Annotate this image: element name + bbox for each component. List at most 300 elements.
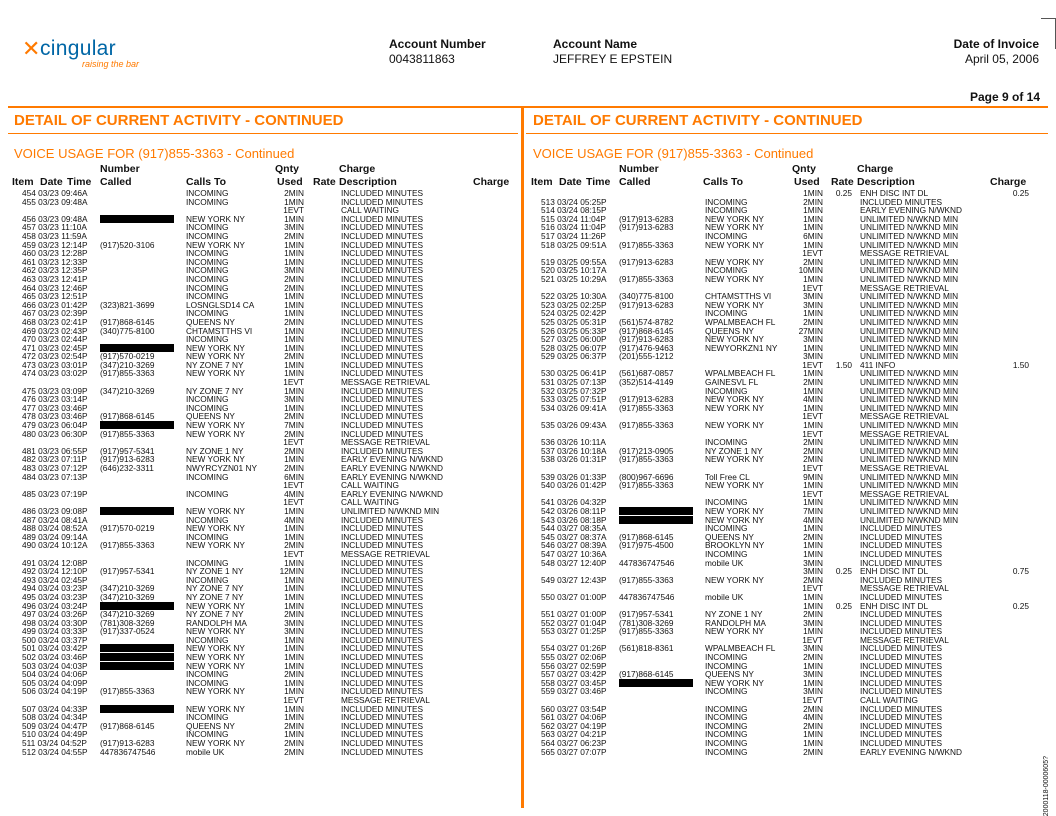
description: MESSAGE RETRIEVAL <box>860 411 949 422</box>
qty-used: 2MIN <box>803 437 823 448</box>
description: INCLUDED MINUTES <box>341 729 424 740</box>
qty-used: 3MIN <box>284 394 304 405</box>
item-datetime: 509 03/24 04:47P <box>22 720 88 731</box>
item-datetime: 516 03/24 11:04P <box>541 222 606 233</box>
calls-to: NEW YORK NY <box>705 222 764 233</box>
item-datetime: 560 03/27 03:54P <box>541 703 607 714</box>
calls-to: mobile UK <box>705 557 744 568</box>
description: INCLUDED MINUTES <box>860 703 943 714</box>
invoice-date-label: Date of Invoice <box>953 37 1039 51</box>
description: INCLUDED MINUTES <box>860 548 943 559</box>
qty-used: 2MIN <box>803 377 823 388</box>
left-section-title: DETAIL OF CURRENT ACTIVITY - CONTINUED <box>14 112 344 129</box>
item-datetime: 527 03/25 06:00P <box>541 334 607 345</box>
calls-to: NEW YORK NY <box>186 626 245 637</box>
qty-used: 3MIN <box>284 265 304 276</box>
item-datetime: 472 03/23 02:54P <box>22 351 88 362</box>
qty-used: 1MIN <box>803 677 823 688</box>
item-datetime: 550 03/27 01:00P <box>541 591 607 602</box>
qty-used: 2MIN <box>284 316 304 327</box>
description: UNLIMITED N/WKND MIN <box>860 273 959 284</box>
item-datetime: 455 03/23 09:48A <box>22 196 88 207</box>
right-section-title: DETAIL OF CURRENT ACTIVITY - CONTINUED <box>533 112 863 129</box>
redacted-number <box>619 679 693 687</box>
qty-used: 2MIN <box>803 256 823 267</box>
description: INCLUDED MINUTES <box>860 574 943 585</box>
qty-used: 1MIN <box>284 299 304 310</box>
calls-to: NEW YORK NY <box>705 239 764 250</box>
item-datetime: 471 03/23 02:45P <box>22 342 88 353</box>
calls-to: NEW YORK NY <box>705 677 764 688</box>
item-datetime: 506 03/24 04:19P <box>22 686 88 697</box>
number-called: 447836747546 <box>100 746 156 757</box>
hdr-description: Description <box>339 176 397 188</box>
calls-to: NEW YORK NY <box>705 273 764 284</box>
description: INCLUDED MINUTES <box>860 531 943 542</box>
item-datetime: 543 03/26 08:18P <box>541 514 607 525</box>
calls-to: INCOMING <box>186 265 229 276</box>
qty-used: 1MIN <box>284 652 304 663</box>
description: INCLUDED MINUTES <box>341 591 424 602</box>
calls-to: INCOMING <box>705 205 748 216</box>
calls-to: NEW YORK NY <box>705 505 764 516</box>
description: INCLUDED MINUTES <box>341 411 424 422</box>
description: UNLIMITED N/WKND MIN <box>860 239 959 250</box>
redacted-number <box>619 507 693 515</box>
number-called: (561)574-8782 <box>619 316 674 327</box>
charge: 0.25 <box>1012 188 1029 198</box>
qty-used: 4MIN <box>803 514 823 525</box>
description: INCLUDED MINUTES <box>860 669 943 680</box>
description: INCLUDED MINUTES <box>860 643 943 654</box>
calls-to: NEW YORK NY <box>705 454 764 465</box>
calls-to: INCOMING <box>705 523 748 534</box>
qty-used: 3MIN <box>284 626 304 637</box>
qty-used: 1MIN <box>284 454 304 465</box>
description: INCLUDED MINUTES <box>341 531 424 542</box>
description: INCLUDED MINUTES <box>341 420 424 431</box>
calls-to: NEW YORK NY <box>705 256 764 267</box>
item-datetime: 515 03/24 11:04P <box>541 213 606 224</box>
hdr-called: Called <box>619 176 651 188</box>
item-datetime: 547 03/27 10:36A <box>541 548 607 559</box>
number-called: (917)975-4500 <box>619 540 674 551</box>
number-called: (917)913-6283 <box>619 213 674 224</box>
qty-used: 1EVT <box>283 695 304 706</box>
usage-row <box>519 559 1039 568</box>
item-datetime: 521 03/25 10:29A <box>541 273 607 284</box>
redacted-number <box>100 421 174 429</box>
description: ENH DISC INT DL <box>860 566 929 577</box>
qty-used: 1MIN <box>284 531 304 542</box>
calls-to: WPALMBEACH FL <box>705 368 776 379</box>
qty-used: 1MIN <box>284 248 304 259</box>
qty-used: 2MIN <box>803 454 823 465</box>
description: INCLUDED MINUTES <box>860 609 943 620</box>
item-datetime: 478 03/23 03:46P <box>22 411 88 422</box>
calls-to: WPALMBEACH FL <box>705 643 776 654</box>
item-datetime: 553 03/27 01:25P <box>541 626 607 637</box>
usage-row <box>519 241 1039 250</box>
description: UNLIMITED N/WKND MIN <box>860 420 959 431</box>
item-datetime: 530 03/25 06:41P <box>541 368 607 379</box>
qty-used: 1EVT <box>283 377 304 388</box>
description: EARLY EVENING N/WKND <box>860 205 963 216</box>
calls-to: NEW YORK NY <box>186 454 245 465</box>
right-subtitle: VOICE USAGE FOR (917)855-3363 - Continued <box>533 146 814 161</box>
item-datetime: 508 03/24 04:34P <box>22 712 88 723</box>
item-datetime: 495 03/24 03:23P <box>22 591 88 602</box>
calls-to: WPALMBEACH FL <box>705 316 776 327</box>
calls-to: NEW YORK NY <box>186 652 245 663</box>
qty-used: 10MIN <box>798 265 823 276</box>
qty-used: 3MIN <box>803 686 823 697</box>
qty-used: 1MIN <box>284 213 304 224</box>
calls-to: NY ZONE 1 NY <box>705 445 763 456</box>
hdr-time: Time <box>586 176 611 188</box>
description: UNLIMITED N/WKND MIN <box>860 334 959 345</box>
qty-used: 1MIN <box>284 505 304 516</box>
item-datetime: 500 03/24 03:37P <box>22 634 88 645</box>
item-datetime: 523 03/25 02:25P <box>541 299 607 310</box>
description: INCLUDED MINUTES <box>860 738 943 748</box>
item-datetime: 565 03/27 07:07P <box>541 746 607 757</box>
charge: 1.50 <box>1012 359 1029 370</box>
description: INCLUDED MINUTES <box>341 351 424 362</box>
qty-used: 2MIN <box>284 540 304 551</box>
item-datetime: 497 03/24 03:26P <box>22 609 88 620</box>
number-called: (917)855-3363 <box>100 686 155 697</box>
qty-used: 2MIN <box>803 445 823 456</box>
qty-used: 3MIN <box>803 566 823 577</box>
qty-used: 1MIN <box>803 368 823 379</box>
item-datetime: 504 03/24 04:06P <box>22 669 88 680</box>
logo-mark-icon: ✕ <box>22 36 41 61</box>
number-called: (347)210-3269 <box>100 385 155 396</box>
qty-used: 1MIN <box>284 325 304 336</box>
item-datetime: 483 03/23 07:12P <box>22 463 88 473</box>
description: INCLUDED MINUTES <box>341 385 424 396</box>
description: INCLUDED MINUTES <box>341 299 424 310</box>
number-called: (917)855-3363 <box>619 480 674 491</box>
usage-row <box>519 421 1039 430</box>
usage-row <box>519 481 1039 490</box>
item-datetime: 552 03/27 01:04P <box>541 617 607 628</box>
item-datetime: 492 03/24 12:10P <box>22 566 88 577</box>
hdr-date: Date <box>40 176 63 188</box>
qty-used: 4MIN <box>803 394 823 405</box>
rate: 0.25 <box>835 188 852 198</box>
calls-to: INCOMING <box>186 557 229 568</box>
left-title-rule <box>8 133 518 134</box>
description: INCLUDED MINUTES <box>341 514 424 525</box>
qty-used: 2MIN <box>284 746 304 757</box>
calls-to: INCOMING <box>705 308 748 319</box>
description: MESSAGE RETRIEVAL <box>860 583 949 594</box>
item-datetime: 539 03/26 01:33P <box>541 471 607 482</box>
calls-to: NEW YORK NY <box>186 600 245 611</box>
rate: 1.50 <box>835 359 852 370</box>
qty-used: 1MIN <box>284 591 304 602</box>
hdr-called: Called <box>100 176 132 188</box>
calls-to: INCOMING <box>186 712 229 723</box>
number-called: (917)855-3363 <box>619 626 674 637</box>
qty-used: 2MIN <box>284 669 304 680</box>
item-datetime: 522 03/25 10:30A <box>541 291 607 302</box>
calls-to: INCOMING <box>705 265 748 276</box>
description: INCLUDED MINUTES <box>860 591 943 602</box>
item-datetime: 541 03/26 04:32P <box>541 497 607 508</box>
calls-to: QUEENS NY <box>186 316 235 327</box>
qty-used: 2MIN <box>284 273 304 284</box>
item-datetime: 499 03/24 03:33P <box>22 626 88 637</box>
calls-to: INCOMING <box>186 634 229 645</box>
number-called: (781)308-3269 <box>100 617 155 628</box>
rate: 0.25 <box>835 600 852 611</box>
usage-row <box>0 490 520 499</box>
number-called: (340)775-8100 <box>100 325 155 336</box>
item-datetime: 526 03/25 05:33P <box>541 325 607 336</box>
description: INCLUDED MINUTES <box>341 308 424 319</box>
number-called: (201)555-1212 <box>619 351 674 362</box>
number-called: (917)913-6283 <box>619 394 674 405</box>
item-datetime: 519 03/25 09:55A <box>541 256 607 267</box>
qty-used: 1MIN <box>284 660 304 671</box>
description: INCLUDED MINUTES <box>860 729 943 740</box>
qty-used: 1EVT <box>283 548 304 559</box>
number-called: (917)868-6145 <box>619 531 674 542</box>
calls-to: INCOMING <box>705 230 748 241</box>
item-datetime: 486 03/23 09:08P <box>22 505 88 516</box>
qty-used: 7MIN <box>803 505 823 516</box>
description: MESSAGE RETRIEVAL <box>341 377 430 388</box>
qty-used: 1MIN <box>803 626 823 637</box>
number-called: (917)913-6283 <box>619 222 674 233</box>
description: UNLIMITED N/WKND MIN <box>860 230 959 241</box>
usage-row <box>0 369 520 378</box>
description: INCLUDED MINUTES <box>341 239 424 250</box>
account-number: 0043811863 <box>389 52 455 66</box>
qty-used: 1MIN <box>803 385 823 396</box>
description: INCLUDED MINUTES <box>860 196 943 207</box>
description: EARLY EVENING N/WKND <box>341 471 444 482</box>
description: MESSAGE RETRIEVAL <box>860 248 949 259</box>
calls-to: RANDOLPH MA <box>705 617 766 628</box>
description: INCLUDED MINUTES <box>341 669 424 680</box>
calls-to: NEW YORK NY <box>705 480 764 491</box>
qty-used: 6MIN <box>803 230 823 241</box>
qty-used: 1MIN <box>803 660 823 671</box>
description: UNLIMITED N/WKND MIN <box>860 308 959 319</box>
charge: 0.25 <box>1012 600 1029 611</box>
description: UNLIMITED N/WKND MIN <box>860 368 959 379</box>
item-datetime: 517 03/24 11:26P <box>541 230 606 241</box>
item-datetime: 494 03/24 03:23P <box>22 583 88 594</box>
qty-used: 1MIN <box>284 342 304 353</box>
qty-used: 3MIN <box>803 669 823 680</box>
number-called: (917)570-0219 <box>100 523 155 534</box>
number-called: (917)855-3363 <box>100 428 155 439</box>
description: 411 INFO <box>860 359 896 370</box>
description: INCLUDED MINUTES <box>341 686 424 697</box>
item-datetime: 493 03/24 02:45P <box>22 574 88 585</box>
qty-used: 3MIN <box>284 617 304 628</box>
description: UNLIMITED N/WKND MIN <box>860 222 959 233</box>
item-datetime: 459 03/23 12:14P <box>22 239 88 250</box>
item-datetime: 460 03/23 12:28P <box>22 248 88 259</box>
calls-to: NEW YORK NY <box>705 299 764 310</box>
item-datetime: 487 03/24 08:41A <box>22 514 88 525</box>
calls-to: INCOMING <box>705 686 748 697</box>
qty-used: 1MIN <box>803 729 823 740</box>
number-called: (917)913-6283 <box>100 738 155 748</box>
calls-to: GAINESVL FL <box>705 377 759 388</box>
calls-to: INCOMING <box>186 531 229 542</box>
description: INCLUDED MINUTES <box>341 652 424 663</box>
description: UNLIMITED N/WKND MIN <box>860 497 959 508</box>
calls-to: INCOMING <box>186 669 229 680</box>
qty-used: 2MIN <box>803 609 823 620</box>
item-datetime: 533 03/25 07:51P <box>541 394 607 405</box>
number-called: (917)570-0219 <box>100 351 155 362</box>
charge: 0.75 <box>1012 566 1029 577</box>
number-called: (352)514-4149 <box>619 377 674 388</box>
qty-used: 2MIN <box>284 720 304 731</box>
qty-used: 2MIN <box>284 609 304 620</box>
item-datetime: 545 03/27 08:37A <box>541 531 607 542</box>
account-name-label: Account Name <box>553 37 638 51</box>
qty-used: 2MIN <box>803 531 823 542</box>
item-datetime: 473 03/23 03:01P <box>22 359 88 370</box>
item-datetime: 503 03/24 04:03P <box>22 660 88 671</box>
calls-to: NEW YORK NY <box>186 738 245 748</box>
number-called: (917)476-9463 <box>619 342 674 353</box>
description: CALL WAITING <box>341 480 399 491</box>
qty-used: 9MIN <box>803 471 823 482</box>
qty-used: 12MIN <box>279 566 304 577</box>
description: INCLUDED MINUTES <box>341 617 424 628</box>
item-datetime: 525 03/25 05:31P <box>541 316 607 327</box>
item-datetime: 466 03/23 01:42P <box>22 299 88 310</box>
item-datetime: 546 03/27 08:39A <box>541 540 607 551</box>
hdr-description: Description <box>857 176 915 188</box>
usage-row <box>519 352 1039 361</box>
item-datetime: 510 03/24 04:49P <box>22 729 88 740</box>
number-called: (323)821-3699 <box>100 299 155 310</box>
calls-to: INCOMING <box>186 248 229 259</box>
qty-used: 1MIN <box>284 634 304 645</box>
item-datetime: 556 03/27 02:59P <box>541 660 607 671</box>
invoice-date: April 05, 2006 <box>964 52 1039 66</box>
qty-used: 1EVT <box>802 248 823 259</box>
qty-used: 1MIN <box>803 480 823 491</box>
number-called: (781)308-3269 <box>619 617 674 628</box>
description: UNLIMITED N/WKND MIN <box>341 505 440 516</box>
left-usage-rows <box>0 189 520 756</box>
description: MESSAGE RETRIEVAL <box>860 488 949 499</box>
calls-to: INCOMING <box>705 196 748 207</box>
item-datetime: 485 03/23 07:19P <box>22 488 88 499</box>
description: INCLUDED MINUTES <box>341 557 424 568</box>
qty-used: 1EVT <box>802 488 823 499</box>
calls-to: INCOMING <box>705 385 748 396</box>
item-datetime: 463 03/23 12:41P <box>22 273 88 284</box>
qty-used: 1MIN <box>803 591 823 602</box>
description: UNLIMITED N/WKND MIN <box>860 377 959 388</box>
usage-row <box>519 576 1039 585</box>
calls-to: NEW YORK NY <box>186 342 245 353</box>
qty-used: 1MIN <box>803 402 823 413</box>
description: INCLUDED MINUTES <box>860 660 943 671</box>
number-called: (917)855-3363 <box>619 273 674 284</box>
item-datetime: 544 03/27 08:35A <box>541 523 607 534</box>
calls-to: INCOMING <box>186 273 229 284</box>
qty-used: 3MIN <box>803 334 823 345</box>
number-called: (917)855-3363 <box>619 239 674 250</box>
calls-to: NY ZONE 1 NY <box>705 609 763 620</box>
calls-to: INCOMING <box>186 291 229 302</box>
qty-used: 1MIN <box>803 497 823 508</box>
description: MESSAGE RETRIEVAL <box>860 634 949 645</box>
redacted-number <box>100 644 174 652</box>
item-datetime: 534 03/26 09:41A <box>541 402 607 413</box>
qty-used: 3MIN <box>803 617 823 628</box>
qty-used: 1MIN <box>803 540 823 551</box>
qty-used: 1MIN <box>803 308 823 319</box>
item-datetime: 496 03/24 03:24P <box>22 600 88 611</box>
calls-to: INCOMING <box>705 720 748 731</box>
description: ENH DISC INT DL <box>860 188 929 198</box>
calls-to: INCOMING <box>186 230 229 241</box>
redacted-number <box>619 516 693 524</box>
qty-used: 2MIN <box>284 230 304 241</box>
hdr-charge-top: Charge <box>339 163 376 175</box>
item-datetime: 461 03/23 12:33P <box>22 256 88 267</box>
item-datetime: 457 03/23 11:10A <box>22 222 87 233</box>
description: MESSAGE RETRIEVAL <box>341 437 430 448</box>
qty-used: 1MIN <box>284 574 304 585</box>
calls-to: QUEENS NY <box>705 531 754 542</box>
description: UNLIMITED N/WKND MIN <box>860 325 959 336</box>
description: INCLUDED MINUTES <box>860 540 943 551</box>
calls-to: NY ZONE 7 NY <box>186 583 244 594</box>
description: UNLIMITED N/WKND MIN <box>860 213 959 224</box>
calls-to: INCOMING <box>705 703 748 714</box>
calls-to: INCOMING <box>186 514 229 525</box>
description: UNLIMITED N/WKND MIN <box>860 480 959 491</box>
calls-to: NEW YORK NY <box>705 626 764 637</box>
calls-to: INCOMING <box>705 729 748 740</box>
hdr-item: Item <box>12 176 34 188</box>
hdr-used: Used <box>277 176 303 188</box>
qty-used: 1MIN <box>803 239 823 250</box>
item-datetime: 468 03/23 02:41P <box>22 316 88 327</box>
description: MESSAGE RETRIEVAL <box>341 548 430 559</box>
description: UNLIMITED N/WKND MIN <box>860 291 959 302</box>
number-called: (917)520-3106 <box>100 239 155 250</box>
description: INCLUDED MINUTES <box>341 291 424 302</box>
description: INCLUDED MINUTES <box>341 634 424 645</box>
calls-to: NEW YORK NY <box>186 523 245 534</box>
calls-to: mobile UK <box>705 591 744 602</box>
item-datetime: 548 03/27 12:40P <box>541 557 607 568</box>
calls-to: INCOMING <box>186 729 229 740</box>
logo-tagline: raising the bar <box>82 59 140 69</box>
number-called: (917)868-6145 <box>100 720 155 731</box>
item-datetime: 528 03/25 06:07P <box>541 342 607 353</box>
description: INCLUDED MINUTES <box>341 342 424 353</box>
calls-to: INCOMING <box>186 471 229 482</box>
